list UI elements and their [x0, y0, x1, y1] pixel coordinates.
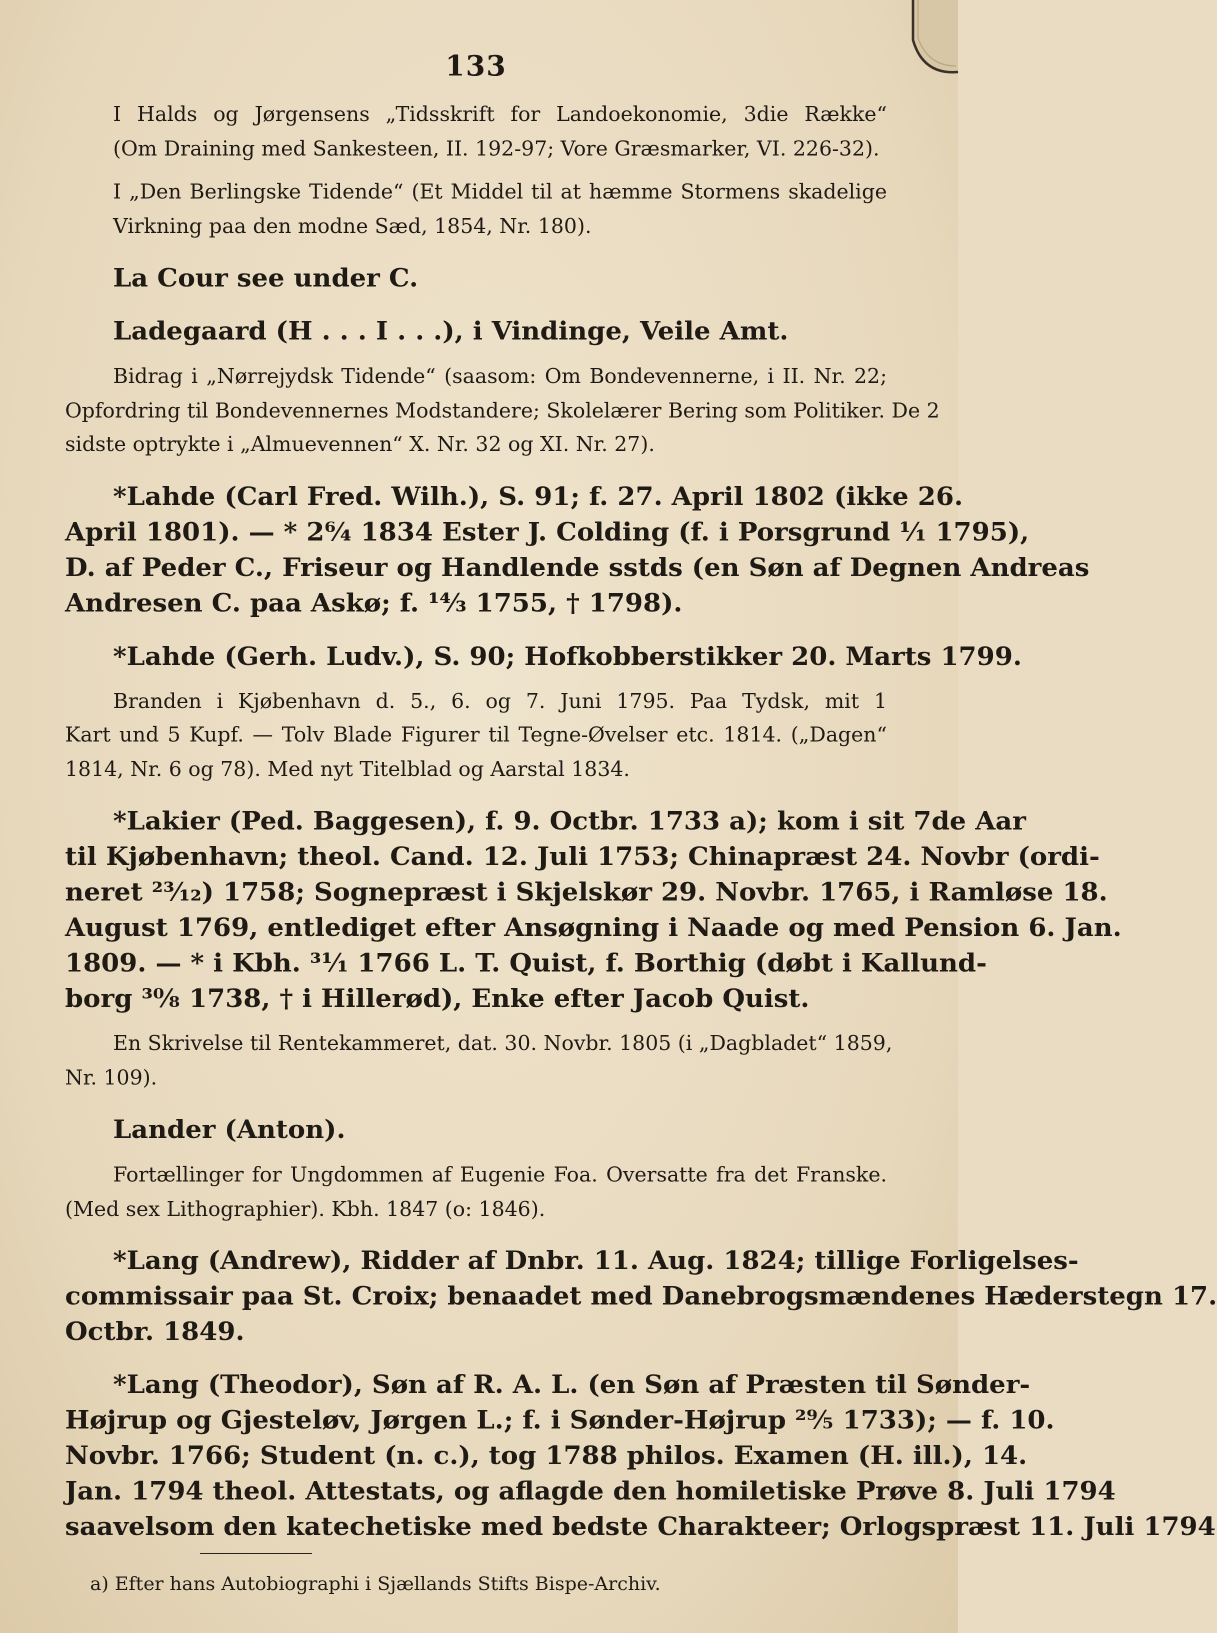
entry-heading-lander — [65, 1112, 887, 1147]
entry-heading: *Lahde (Gerh. Ludv.), S. 90; Hofkobberstikker 20. Marts 1799. — [113, 641, 1022, 672]
text-line: Virkning paa den modne Sæd, 1854, Nr. 180). — [113, 213, 592, 238]
text-line: 1814, Nr. 6 og 78). Med nyt Titelblad og Aarstal 1834. — [65, 757, 630, 781]
footnote: a) Efter hans Autobiographi i Sjællands Stifts Bispe-Archiv. — [90, 1573, 661, 1595]
text-line: En Skrivelse til Rentekammeret, dat. 30. Novbr. 1805 (i „Dagbladet“ 1859, — [113, 1031, 893, 1056]
entry-heading-ladegaard — [65, 314, 887, 349]
entry-heading-line: borg ³⁰⁄₈ 1738, † i Hillerød), Enke efter Jacob Quist. — [65, 984, 810, 1014]
page-content — [65, 40, 1217, 1545]
entry-heading-line: Andresen C. paa Askø; f. ¹⁴⁄₃ 1755, † 1798). — [65, 588, 683, 619]
text-line: Fortællinger for Ungdommen af Eugenie Foa. Oversatte fra det Franske. — [113, 1162, 887, 1187]
entry-heading-line: commissair paa St. Croix; benaadet med Danebrogsmændenes Hæderstegn 17. — [65, 1281, 1217, 1312]
entry-heading: *Lahde (Carl Fred. Wilh.), S. 91; f. 27. April 1802 (ikke 26. — [113, 482, 963, 512]
entry-heading: *Lang (Theodor), Søn af R. A. L. (en Søn af Præsten til Sønder- — [113, 1370, 1031, 1401]
entry-text-branden — [65, 684, 887, 786]
entry-heading-line: Jan. 1794 theol. Attestats, og aflagde den homiletiske Prøve 8. Juli 1794 — [65, 1477, 1116, 1507]
entry-heading-lang-theodor — [65, 1368, 1216, 1545]
text-line: I „Den Berlingske Tidende“ (Et Middel til at hæmme Stormens skadelige — [113, 179, 887, 204]
page-number: 133 — [445, 49, 507, 83]
text-line: Kart und 5 Kupf. — Tolv Blade Figurer til Tegne-Øvelser etc. 1814. („Dagen“ — [65, 723, 887, 747]
entry-text-bidrag — [65, 359, 940, 461]
entry-heading-line: Octbr. 1849. — [65, 1317, 245, 1347]
entry-heading-line: August 1769, entlediget efter Ansøgning i Naade og med Pension 6. Jan. — [65, 913, 1122, 943]
entry-heading: La Cour see under C. — [113, 263, 419, 294]
text-line: Opfordring til Bondevennernes Modstandere; Skolelærer Bering som Politiker. De 2 — [65, 398, 940, 422]
entry-heading-lakier — [65, 804, 1122, 1017]
text-line: (Med sex Lithographier). Kbh. 1847 (o: 1846). — [65, 1196, 546, 1221]
text-line: I Halds og Jørgensens „Tidsskrift for Landoekonomie, 3die Række“ — [113, 102, 887, 126]
entry-heading: Lander (Anton). — [113, 1115, 346, 1145]
entry-heading-lang-andrew — [65, 1243, 1217, 1349]
footnote-rule — [200, 1553, 312, 1554]
text-line: Branden i Kjøbenhavn d. 5., 6. og 7. Juni 1795. Paa Tydsk, mit 1 — [113, 689, 887, 713]
entry-text-berlingske — [65, 175, 887, 243]
entry-heading: *Lakier (Ped. Baggesen), f. 9. Octbr. 1733 a); kom i sit 7de Aar — [113, 806, 1026, 837]
entry-text-tidsskrift — [65, 97, 887, 165]
entry-heading-line: saavelsom den katechetiske med bedste Charakteer; Orlogspræst 11. Juli 1794 — [65, 1512, 1216, 1543]
text-line: Bidrag i „Nørrejydsk Tidende“ (saasom: Om Bondevennerne, i II. Nr. 22; — [113, 364, 887, 388]
entry-heading-line: D. af Peder C., Friseur og Handlende sstds (en Søn af Degnen Andreas — [65, 553, 1090, 583]
entry-heading: *Lang (Andrew), Ridder af Dnbr. 11. Aug. 1824; tillige Forligelses- — [113, 1246, 1079, 1276]
entry-heading-lahde-gerh — [65, 639, 1022, 674]
entry-heading-la-cour — [65, 261, 887, 296]
text-line: (Om Draining med Sankesteen, II. 192-97; Vore Græsmarker, VI. 226-32). — [113, 136, 880, 160]
entry-heading-line: Novbr. 1766; Student (n. c.), tog 1788 philos. Examen (H. ill.), 14. — [65, 1441, 1028, 1472]
entry-heading-line: til Kjøbenhavn; theol. Cand. 12. Juli 1753; Chinapræst 24. Novbr (ordi- — [65, 842, 1100, 872]
entry-heading-line: 1809. — * i Kbh. ³¹⁄₁ 1766 L. T. Quist, f. Borthig (døbt i Kallund- — [65, 948, 987, 979]
entry-heading: Ladegaard (H . . . I . . .), i Vindinge, Veile Amt. — [113, 316, 789, 347]
entry-text-fortaellinger — [65, 1158, 887, 1226]
text-line: Nr. 109). — [65, 1065, 158, 1090]
entry-heading-line: neret ²³⁄₁₂) 1758; Sognepræst i Skjelskør 29. Novbr. 1765, i Ramløse 18. — [65, 877, 1108, 908]
entry-heading-lahde-carl — [65, 479, 1090, 621]
entry-text-skrivelse — [65, 1027, 893, 1095]
entry-heading-line: April 1801). — * 2⁶⁄₄ 1834 Ester J. Colding (f. i Porsgrund ¹⁄₁ 1795), — [65, 517, 1030, 548]
entry-heading-line: Højrup og Gjesteløv, Jørgen L.; f. i Sønder-Højrup ²⁹⁄₅ 1733); — f. 10. — [65, 1406, 1055, 1436]
text-line: sidste optrykte i „Almuevennen“ X. Nr. 32 og XI. Nr. 27). — [65, 432, 655, 456]
